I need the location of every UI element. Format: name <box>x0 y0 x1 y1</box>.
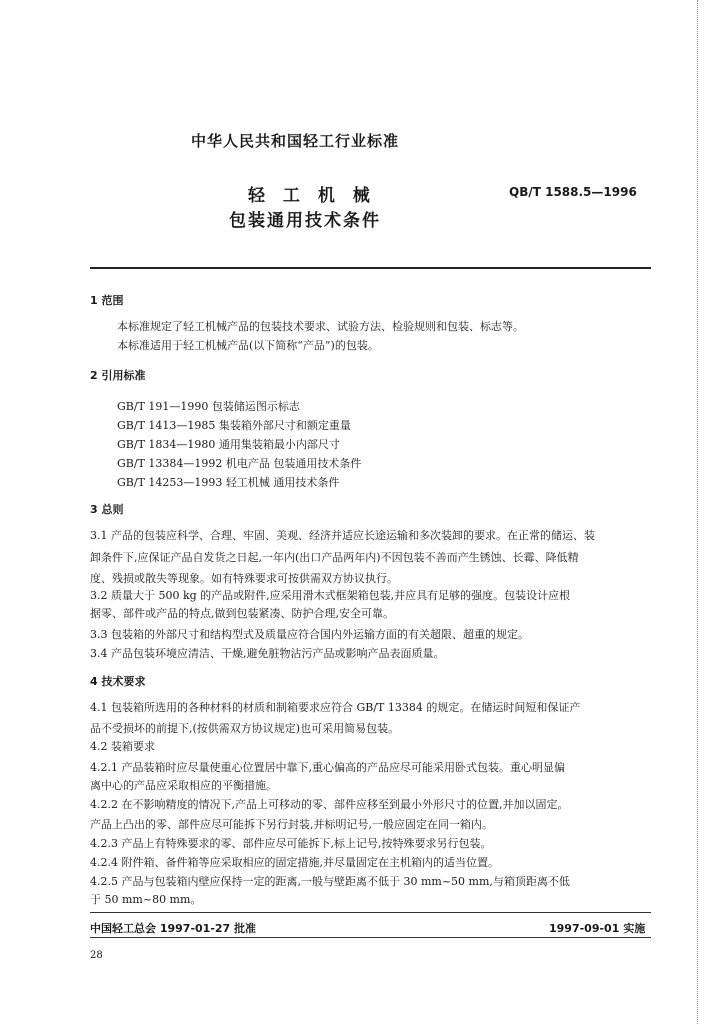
title-line-1: 轻 工 机 械 <box>248 186 376 206</box>
header-rule <box>90 267 651 269</box>
section-4-line: 4.2.1 产品装箱时应尽量使重心位置居中靠下,重心偏高的产品应尽可能采用卧式包装。重心明显偏 <box>90 761 565 774</box>
section-4-line: 4.2 装箱要求 <box>90 740 155 753</box>
approval-date: 中国轻工总会 1997-01-27 批准 <box>90 922 257 935</box>
section-4-line: 4.2.4 附件箱、备件箱等应采取相应的固定措施,并尽量固定在主机箱内的适当位置。 <box>90 856 499 869</box>
reference-item: GB/T 13384—1992 机电产品 包装通用技术条件 <box>117 457 362 470</box>
section-4-line: 产品上凸出的零、部件应尽可能拆下另行封装,并标明记号,一般应固定在同一箱内。 <box>90 818 493 831</box>
section-3-line: 度、残损或散失等现象。如有特殊要求可按供需双方协议执行。 <box>90 572 398 585</box>
section-2-heading: 2 引用标准 <box>90 369 146 382</box>
section-4-line: 于 50 mm~80 mm。 <box>90 893 202 906</box>
section-3-line: 3.1 产品的包装应科学、合理、牢固、美观、经济并适应长途运输和多次装卸的要求。在正常的储运、装 <box>90 529 595 542</box>
effective-date: 1997-09-01 实施 <box>549 922 646 935</box>
section-3-heading: 3 总则 <box>90 503 124 516</box>
section-4-line: 4.2.2 在不影响精度的情况下,产品上可移动的零、部件应移至到最小外形尺寸的位置,并加以固定。 <box>90 798 569 811</box>
footer-rule-bottom <box>90 937 651 938</box>
standard-number: QB/T 1588.5—1996 <box>509 185 637 199</box>
issuing-organization: 中华人民共和国轻工行业标准 <box>191 132 400 150</box>
section-4-line: 离中心的产品应采取相应的平衡措施。 <box>90 779 277 792</box>
footer-rule <box>90 912 651 913</box>
scan-edge-dots <box>697 0 710 1024</box>
section-1-paragraph-1: 本标准规定了轻工机械产品的包装技术要求、试验方法、检验规则和包装、标志等。 <box>117 320 524 333</box>
section-4-line: 品不受损坏的前提下,(按供需双方协议规定)也可采用简易包装。 <box>90 722 400 735</box>
section-3-line: 3.3 包装箱的外部尺寸和结构型式及质量应符合国内外运输方面的有关超限、超重的规定。 <box>90 628 529 641</box>
section-4-heading: 4 技术要求 <box>90 675 146 688</box>
section-4-line: 4.1 包装箱所选用的各种材料的材质和制箱要求应符合 GB/T 13384 的规定。在储运时间短和保证产 <box>90 701 581 714</box>
reference-item: GB/T 1834—1980 通用集装箱最小内部尺寸 <box>117 438 340 451</box>
reference-item: GB/T 14253—1993 轻工机械 通用技术条件 <box>117 476 340 489</box>
reference-item: GB/T 191—1990 包装储运图示标志 <box>117 400 300 413</box>
section-4-line: 4.2.3 产品上有特殊要求的零、部件应尽可能拆下,标上记号,按特殊要求另行包装。 <box>90 837 492 850</box>
section-1-paragraph-2: 本标准适用于轻工机械产品(以下简称“产品”)的包装。 <box>117 339 379 352</box>
title-line-2: 包装通用技术条件 <box>229 211 381 231</box>
reference-item: GB/T 1413—1985 集装箱外部尺寸和额定重量 <box>117 419 351 432</box>
page-number: 28 <box>90 950 103 961</box>
section-3-line: 3.4 产品包装环境应清洁、干燥,避免脏物沾污产品或影响产品表面质量。 <box>90 647 445 660</box>
section-1-heading: 1 范围 <box>90 294 124 307</box>
section-4-line: 4.2.5 产品与包装箱内壁应保持一定的距离,一般与壁距离不低于 30 mm~50 mm,与箱顶距离不低 <box>90 875 570 888</box>
section-3-line: 据零、部件或产品的特点,做到包装紧凑、防护合理,安全可靠。 <box>90 607 394 620</box>
section-3-line: 卸条件下,应保证产品自发货之日起,一年内(出口产品两年内)不因包装不善而产生锈蚀、长霉、降低精 <box>90 551 579 564</box>
section-3-line: 3.2 质量大于 500 kg 的产品或附件,应采用滑木式框架箱包装,并应具有足够的强度。包装设计应根 <box>90 589 571 602</box>
